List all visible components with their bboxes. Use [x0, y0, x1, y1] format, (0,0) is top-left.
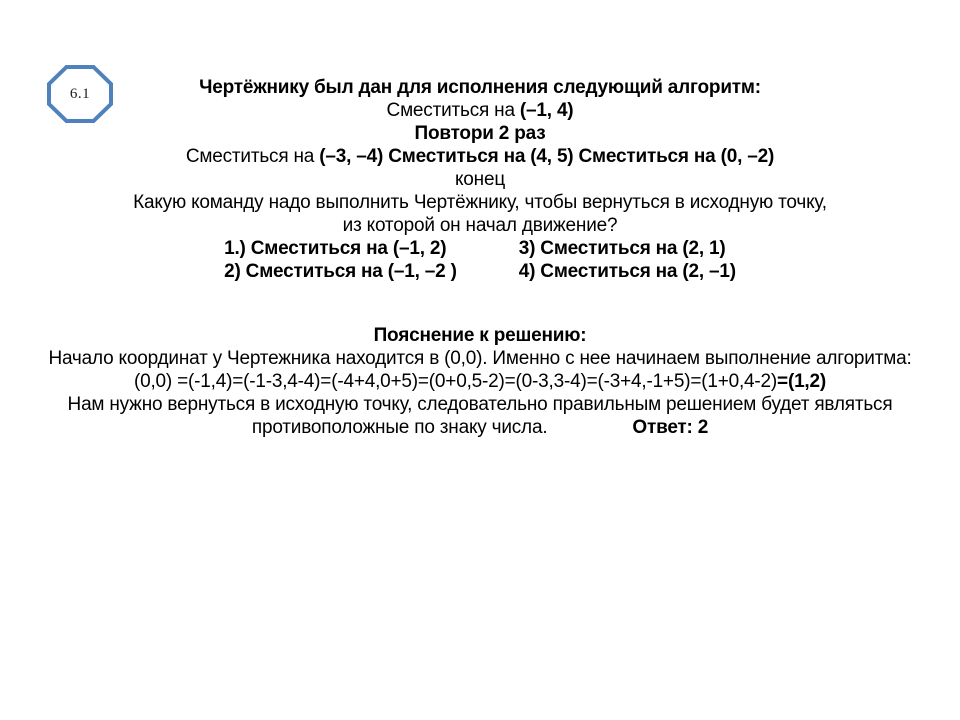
text-run: (0,0) =(-1,4)=(-1-3,4-4)=(-4+4,0+5)=(0+0,5-2)=(0-3,3-4)=(-3+4,-1+5)=(1+0,4-2): [133, 371, 778, 392]
text-run: =(1,2): [777, 371, 827, 392]
text-run: Повтори 2 раз: [414, 123, 546, 144]
text-run: из которой он начал движение?: [342, 215, 618, 236]
text-run: противоположные по знаку числа.: [251, 417, 548, 438]
task-line: [40, 122, 920, 145]
answer-option-4: 4) Сместиться на (2, –1): [518, 261, 736, 282]
text-run: Какую команду надо выполнить Чертёжнику, чтобы вернуться в исходную точку,: [133, 192, 827, 213]
explanation-line: [40, 416, 920, 439]
task-line: [40, 99, 920, 122]
slide-content: [40, 76, 920, 439]
text-run: Сместиться на: [386, 100, 520, 121]
task-line: [40, 191, 920, 214]
task-line: [40, 145, 920, 168]
question-number: 6.1: [69, 85, 91, 102]
text-run: Сместиться на: [185, 146, 320, 167]
text-run: Чертёжнику был дан для исполнения следующий алгоритм:: [199, 77, 761, 98]
text-run: Нам нужно вернуться в исходную точку, следовательно правильным решением будет являться: [67, 394, 893, 415]
task-line: [40, 76, 920, 99]
text-run: конец: [454, 169, 506, 190]
explanation-block: [40, 324, 920, 439]
task-text: [40, 76, 920, 237]
explanation-line: [40, 347, 920, 370]
answer-option-3: 3) Сместиться на (2, 1): [518, 238, 726, 259]
text-run: (–1, 4): [519, 100, 574, 121]
explanation-line: [40, 393, 920, 416]
task-line: [40, 168, 920, 191]
answer-option-2: 2) Сместиться на (–1, –2 ): [224, 261, 457, 282]
explanation-line: [40, 370, 920, 393]
explanation-text: [40, 347, 920, 439]
text-run: (–3, –4) Сместиться на (4, 5) Сместиться на (0, –2): [319, 146, 775, 167]
text-run: Ответ: 2: [632, 417, 709, 438]
task-line: [40, 214, 920, 237]
answer-option-1: 1.) Сместиться на (–1, 2): [224, 238, 447, 259]
answer-options: [40, 237, 920, 283]
explanation-heading: Пояснение к решению:: [373, 325, 587, 346]
text-run: Начало координат у Чертежника находится в (0,0). Именно с нее начинаем выполнение алгоритма:: [48, 348, 912, 369]
